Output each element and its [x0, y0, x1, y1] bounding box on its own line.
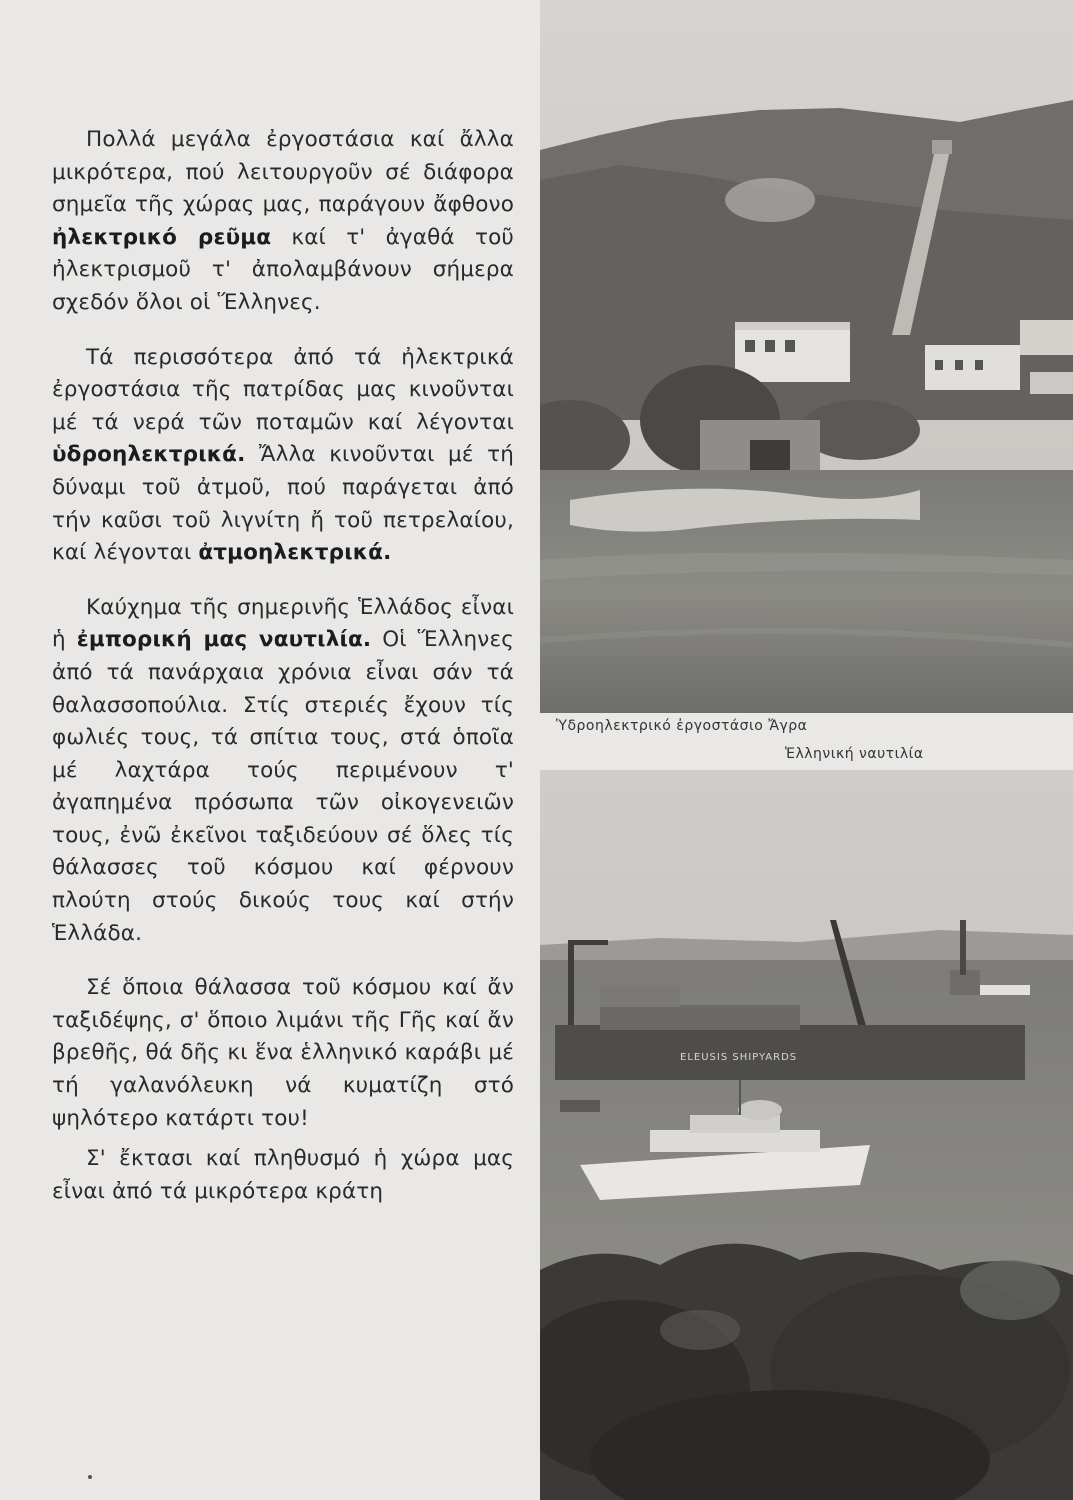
term-hydroelectric: ὑδροηλεκτρικά. — [52, 442, 246, 468]
caption-hydroelectric: Ὑδροηλεκτρικό ἐργοστάσιο Ἄγρα — [556, 718, 808, 734]
photo-hydroelectric-plant — [540, 0, 1073, 713]
paragraph-power-plants: Τά περισσότερα ἀπό τά ἠλεκτρικά ἐργοστάσια τῆς πατρίδας μας κινοῦνται μέ τά νερά τῶν ποταμῶν καί λέγονται ὑδροηλεκτρικά. Ἄλλα κινοῦνται μέ τή δύναμι τοῦ ἀτμοῦ, πού παράγεται ἀπό τήν καῦσι τοῦ λιγνίτη ἤ τοῦ πετρελαίου, καί λέγονται ἀτμοηλεκτρικά. — [52, 344, 514, 566]
paragraph-electricity: Πολλά μεγάλα ἐργοστάσια καί ἄλλα μικρότερα, πού λειτουργοῦν σέ διάφορα σημεῖα τῆς χώρας μας, παράγουν ἄφθονο ἠλεκτρικό ρεῦμα καί τ' ἀγαθά τοῦ ἠλεκτρισμοῦ τ' ἀπολαμβάνουν σήμερα σχεδόν ὅλοι οἱ Ἕλληνες. — [52, 127, 514, 315]
page-speck — [88, 1475, 92, 1479]
paragraph-country-size: Σ' ἔκτασι καί πληθυσμό ἡ χώρα μας εἶναι ἀπό τά μικρότερα κράτη — [52, 1146, 514, 1204]
shipyard-hull-lettering: ELEUSIS SHIPYARDS — [680, 1052, 798, 1063]
body-text — [52, 124, 514, 1230]
term-electric-current: ἠλεκτρικό ρεῦμα — [52, 224, 272, 250]
term-merchant-shipping: ἐμπορική μας ναυτιλία. — [76, 627, 372, 653]
photo-greek-shipping — [540, 770, 1073, 1500]
term-steam-electric: ἀτμοηλεκτρικά. — [198, 540, 392, 566]
caption-shipping: Ἑλληνική ναυτιλία — [785, 746, 924, 762]
paragraph-shipping: Καύχημα τῆς σημερινῆς Ἑλλάδος εἶναι ἡ ἐμπορική μας ναυτιλία. Οἱ Ἕλληνες ἀπό τά πανάρχαια χρόνια εἶναι σάν τά θαλασσοπούλια. Στίς στεριές ἔχουν τίς φωλιές τους, τά σπίτια τους, στά ὁποῖα μέ λαχτάρα τούς περιμένουν τ' ἀγαπημένα πρόσωπα τῶν οἰκογενειῶν τους, ἐνῶ ἐκεῖνοι ταξιδεύουν σέ ὅλες τίς θάλασσες τοῦ κόσμου καί φέρνουν πλούτη στούς δικούς τους καί στήν Ἑλλάδα. — [52, 594, 515, 946]
paragraph-greek-ship: Σέ ὅποια θάλασσα τοῦ κόσμου καί ἄν ταξιδέψης, σ' ὅποιο λιμάνι τῆς Γῆς καί ἄν βρεθῆς, θά δῆς κι ἕνα ἑλληνικό καράβι μέ τή γαλανόλευκη νά κυματίζη στό ψηλότερο κατάρτι του! — [52, 975, 514, 1131]
